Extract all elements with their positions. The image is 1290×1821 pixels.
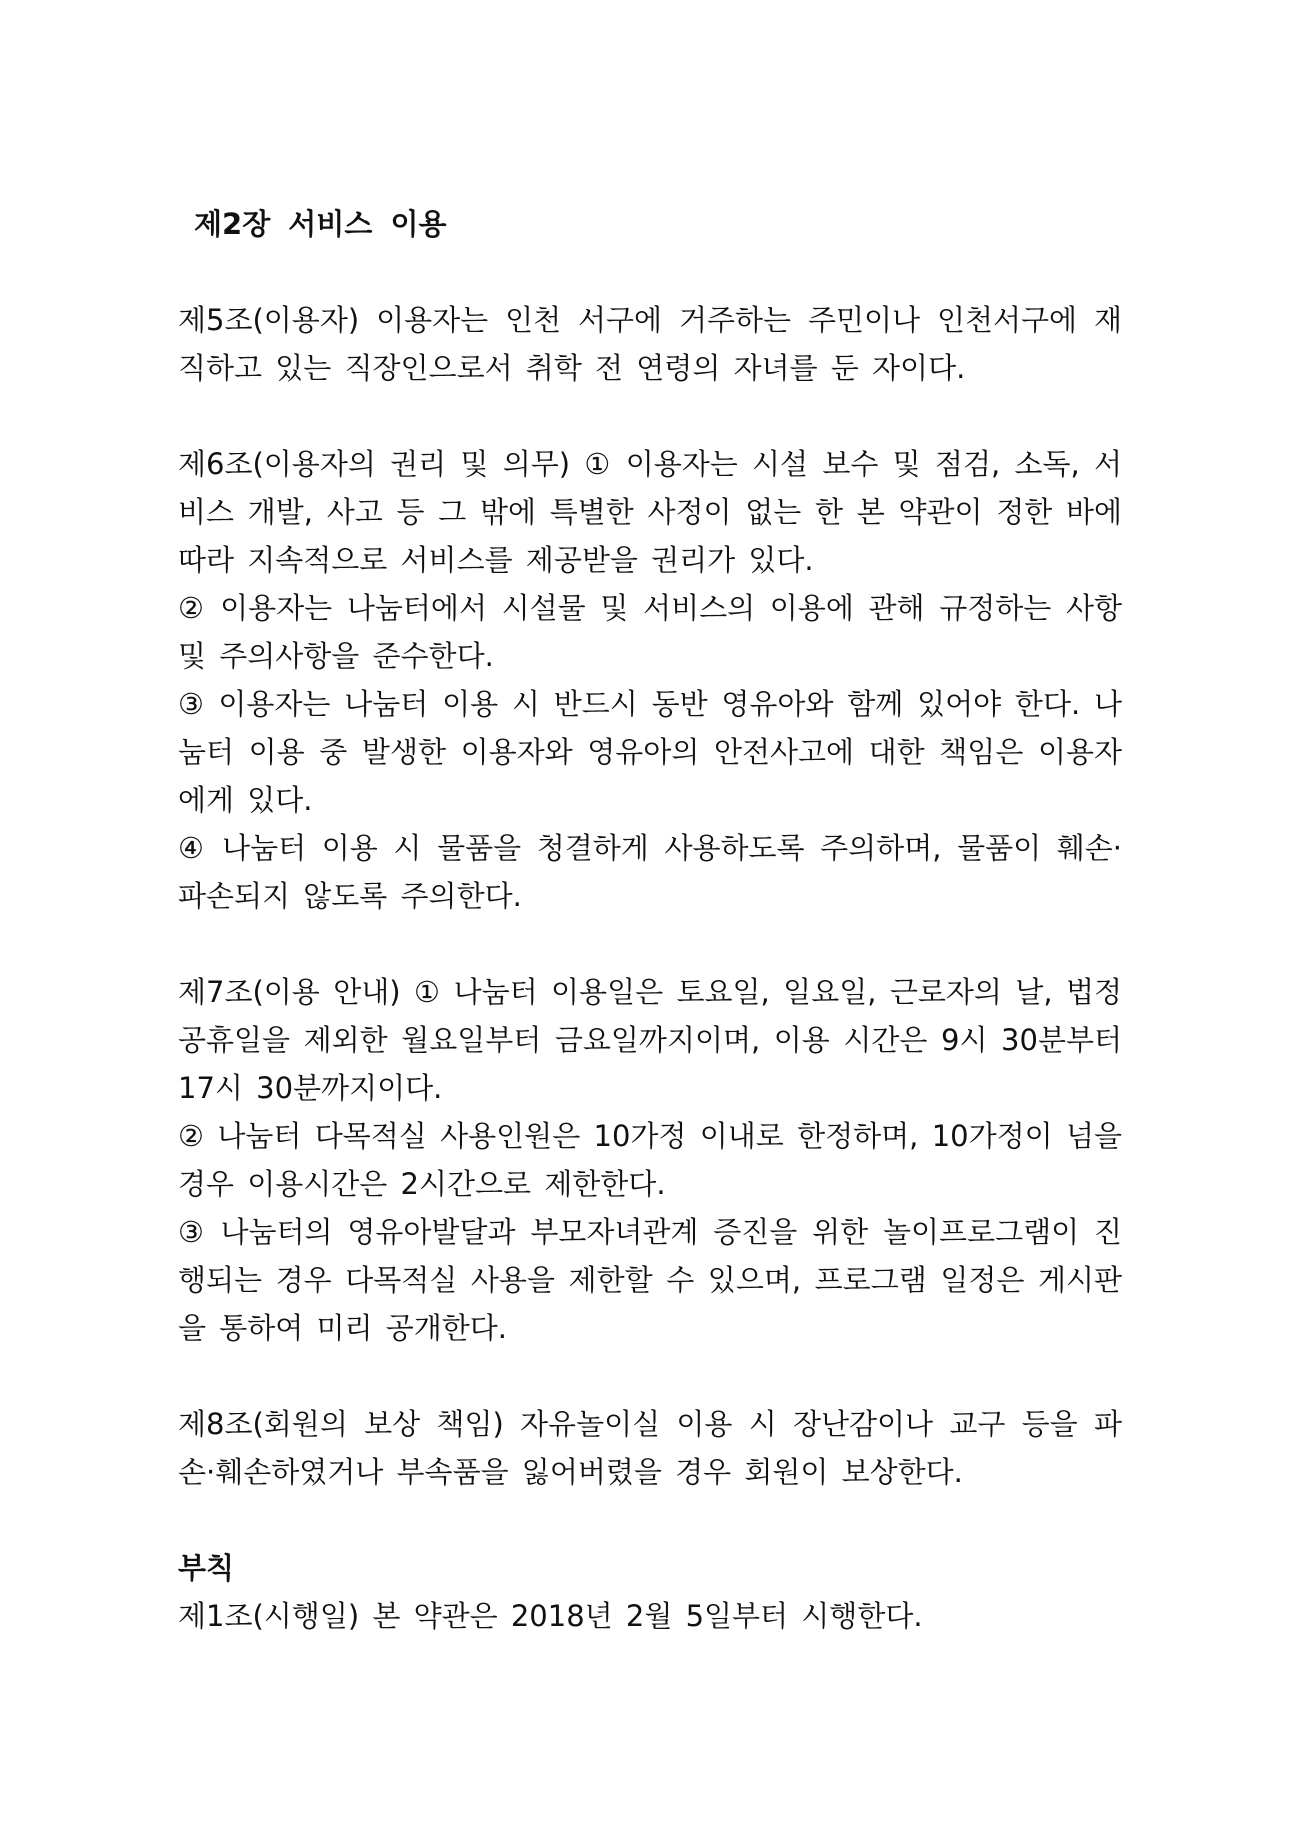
- appendix-title: 부칙: [178, 1551, 235, 1585]
- spacer: [178, 920, 1122, 968]
- spacer: [178, 1352, 1122, 1400]
- article-6-clause-4: ④ 나눔터 이용 시 물품을 청결하게 사용하도록 주의하며, 물품이 훼손·파손되지 않도록 주의한다.: [178, 831, 1122, 913]
- spacer: [178, 392, 1122, 440]
- article-7-clause-3: ③ 나눔터의 영유아발달과 부모자녀관계 증진을 위한 놀이프로그램이 진행되는 경우 다목적실 사용을 제한할 수 있으며, 프로그램 일정은 게시판을 통하여 미리 공개한다.: [178, 1215, 1122, 1345]
- article-7-clause-1: 제7조(이용 안내) ① 나눔터 이용일은 토요일, 일요일, 근로자의 날, 법정공휴일을 제외한 월요일부터 금요일까지이며, 이용 시간은 9시 30분부터 17시 30분까지이다.: [178, 975, 1122, 1105]
- article-7-clause-2: ② 나눔터 다목적실 사용인원은 10가정 이내로 한정하며, 10가정이 넘을 경우 이용시간은 2시간으로 제한한다.: [178, 1119, 1122, 1201]
- article-6-clause-1: 제6조(이용자의 권리 및 의무) ① 이용자는 시설 보수 및 점검, 소독, 서비스 개발, 사고 등 그 밖에 특별한 사정이 없는 한 본 약관이 정한 바에 따라 지속적으로 서비스를 제공받을 권리가 있다.: [178, 447, 1122, 577]
- article-8: 제8조(회원의 보상 책임) 자유놀이실 이용 시 장난감이나 교구 등을 파손·훼손하였거나 부속품을 잃어버렸을 경우 회원이 보상한다.: [178, 1407, 1122, 1489]
- document-page: [178, 200, 1122, 1640]
- appendix-article-1: 제1조(시행일) 본 약관은 2018년 2월 5일부터 시행한다.: [178, 1599, 923, 1633]
- spacer: [178, 1496, 1122, 1544]
- chapter-title: 제2장 서비스 이용: [194, 207, 447, 241]
- article-6-clause-2: ② 이용자는 나눔터에서 시설물 및 서비스의 이용에 관해 규정하는 사항 및 주의사항을 준수한다.: [178, 591, 1122, 673]
- article-6-clause-3: ③ 이용자는 나눔터 이용 시 반드시 동반 영유아와 함께 있어야 한다. 나눔터 이용 중 발생한 이용자와 영유아의 안전사고에 대한 책임은 이용자에게 있다.: [178, 687, 1122, 817]
- article-5: 제5조(이용자) 이용자는 인천 서구에 거주하는 주민이나 인천서구에 재직하고 있는 직장인으로서 취학 전 연령의 자녀를 둔 자이다.: [178, 303, 1122, 385]
